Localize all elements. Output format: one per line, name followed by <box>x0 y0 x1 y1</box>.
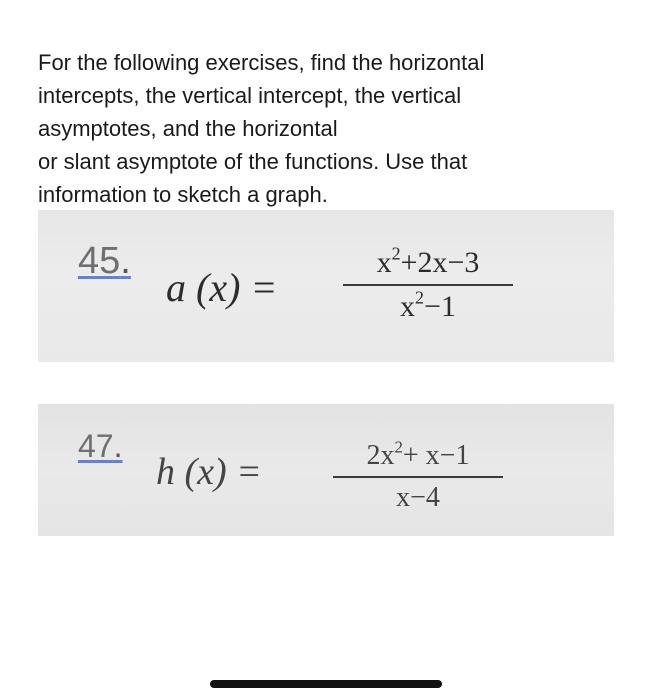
problem-45-card <box>38 210 614 362</box>
problem-number-link[interactable]: 47. <box>78 428 123 464</box>
instruction-line: or slant asymptote of the functions. Use that <box>38 149 468 174</box>
function-lhs: a (x) = <box>166 265 278 310</box>
problem-47-card <box>38 404 614 536</box>
fraction-denominator: $x^2-1$ <box>400 287 456 323</box>
instructions-text <box>38 46 638 211</box>
instruction-line: information to sketch a graph. <box>38 182 328 207</box>
home-indicator[interactable] <box>210 680 442 688</box>
fraction-denominator: x−4 <box>396 482 440 513</box>
instruction-line: asymptotes, and the horizontal <box>38 116 338 141</box>
fraction-bar <box>333 476 503 478</box>
fraction <box>343 243 513 324</box>
instruction-line: intercepts, the vertical intercept, the vertical <box>38 83 462 108</box>
fraction-bar <box>343 284 513 286</box>
fraction-numerator: $x^2+2x-3$ <box>376 243 480 279</box>
instruction-line: For the following exercises, find the horizontal <box>38 50 485 75</box>
fraction-numerator: $2x^2+ x-1$ <box>366 437 470 471</box>
function-lhs: h (x) = <box>156 451 262 493</box>
problem-number-link[interactable]: 45. <box>78 240 131 282</box>
fraction <box>333 437 503 514</box>
